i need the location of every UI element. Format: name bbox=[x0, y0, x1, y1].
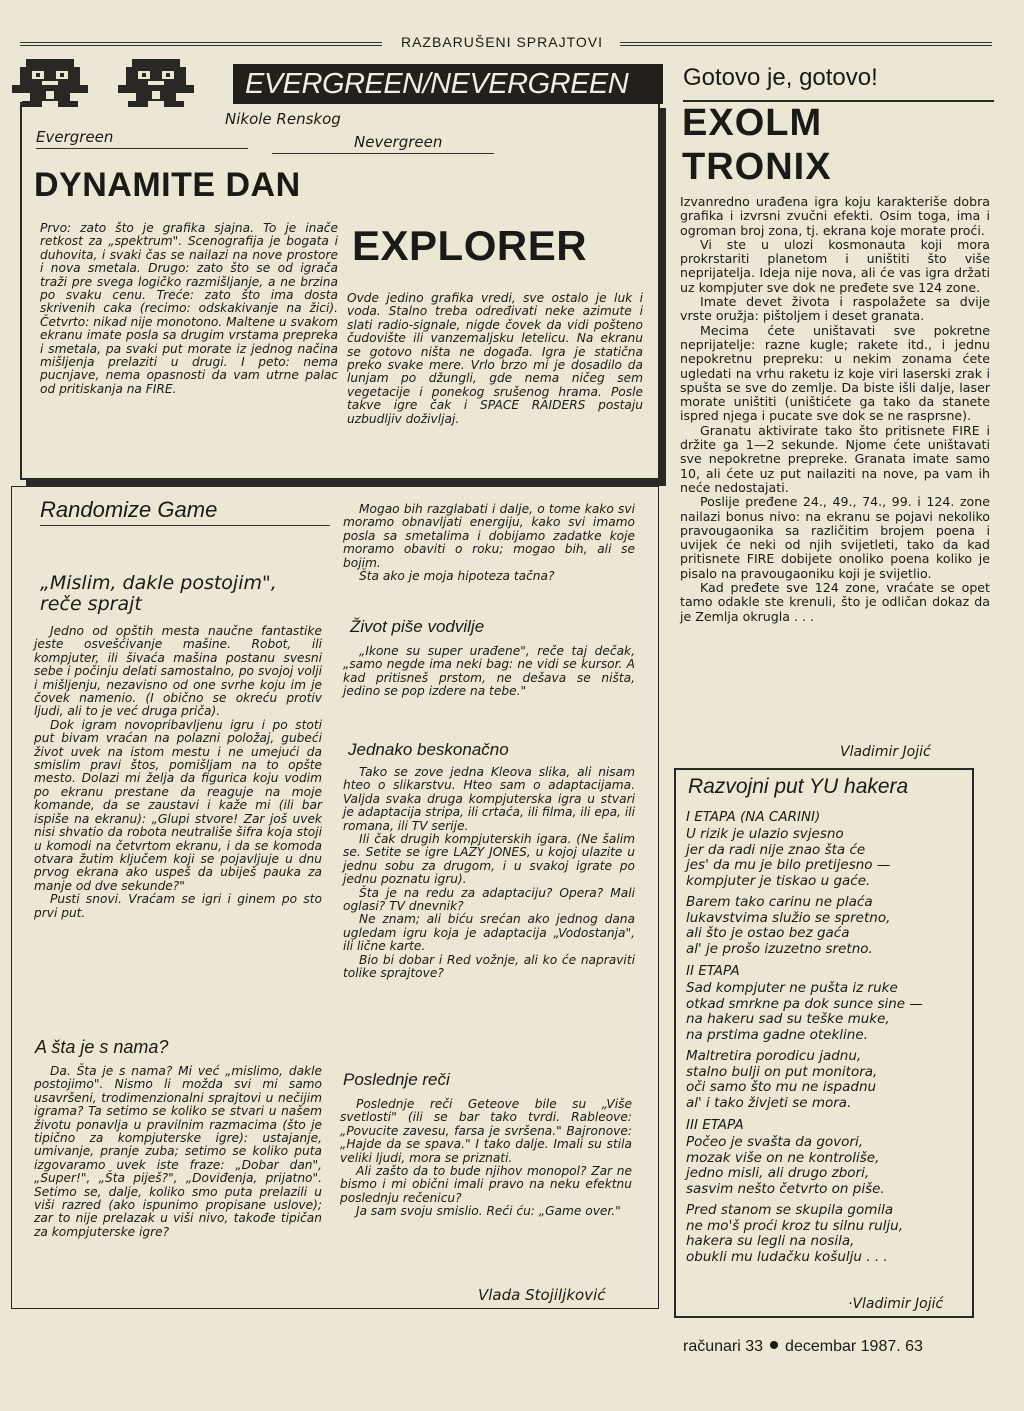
dynamite-dan-title: DYNAMITE DAN bbox=[34, 166, 301, 204]
paragraph: Tako se zove jedna Kleova slika, ali nisam hteo o slikarstvu. Hteo sam o adaptacijama. Valjda svaka druga kompjuterska igra u stvari je adaptacija stripa, ili crtaća, ili filma, ili epa, ili romana, ili TV serije. bbox=[343, 765, 635, 833]
explorer-text: Ovde jedino grafika vredi, sve ostalo je luk i voda. Stalno treba određivati neke azimute i slati radio-signale, nigde čovek da vidi pošteno čudovište ili vanzemaljsku letelicu. Na ekranu se gotovo ništa ne događa. Igra je statična preko svake mere. Vrlo brzo mi je dosadilo da lunjam po džungli, gde nema ničeg sem vegetacije i ponekog srušenog hrama. Posle takve igre čak i SPACE RAIDERS postaju uzbudljiv doživljaj. bbox=[347, 291, 643, 426]
paragraph: Izvanredno urađena igra koju karakteriše dobra grafika i izvrsni zvučni efekti. Osim toga, ima i ogroman broj zona, tj. ekrana koje morate proći. bbox=[680, 194, 990, 238]
subheading-asta: A šta je s nama? bbox=[35, 1037, 169, 1057]
paragraph: Ali zašto da to bude njihov monopol? Zar ne bismo i mi obični imali pravo na neku efektnu poslednju rečenicu? bbox=[340, 1164, 632, 1205]
randomize-text-part1 bbox=[34, 625, 322, 920]
exolm-article bbox=[680, 195, 990, 624]
randomize-text-part6 bbox=[340, 1098, 632, 1219]
exolm-subtitle: Gotovo je, gotovo! bbox=[683, 64, 878, 91]
razvojni-poem bbox=[686, 805, 968, 1265]
paragraph: Mogao bih razglabati i dalje, o tome kako svi moramo obnavljati energiju, kako svi imamo posla sa smetalima i dobijamo zadatke koje moramo obaviti o roku; mogao bih, ali se bojim. bbox=[343, 502, 635, 570]
randomize-headline: „Mislim, dakle postojim", reče sprajt bbox=[40, 572, 277, 615]
header-rule-right bbox=[620, 42, 992, 46]
paragraph: Ili čak drugih kompjuterskih igara. (Ne šalim se. Setite se igre LAZY JONES, u kojoj ulazite u jednu sobu za drugom, i u svakoj igrate po jednu poznatu igru). bbox=[343, 832, 635, 887]
header-rule-left bbox=[20, 42, 382, 46]
magazine-issue: računari 33 bbox=[683, 1338, 764, 1355]
page-footer bbox=[683, 1338, 923, 1356]
paragraph: Šta ako je moja hipoteza tačna? bbox=[359, 569, 555, 584]
exolm-title-line1: EXOLM bbox=[682, 102, 823, 144]
stage-label: III ETAPA bbox=[686, 1117, 744, 1133]
razvojni-title: Razvojni put YU hakera bbox=[688, 775, 909, 798]
paragraph: Šta je na redu za adaptaciju? Opera? Mali oglasi? TV dnevnik? bbox=[343, 885, 635, 914]
randomize-text-part5 bbox=[343, 766, 635, 981]
exolm-title-line2: TRONIX bbox=[682, 146, 832, 188]
paragraph: Granatu aktivirate tako što pritisnete FIRE i držite ga 1—2 sekunde. Njome ćete uništavati sve nepokretne prepreke. Granata imate samo 10, ali ćete uz put nailaziti na nove, pa vam ih neće nedostajati. bbox=[680, 422, 990, 495]
paragraph: Bio bi dobar i Red vožnje, ali ko će napraviti tolike sprajtove? bbox=[343, 952, 635, 981]
randomize-text-part4 bbox=[343, 645, 635, 699]
paragraph: Kad pređete sve 124 zone, vraćate se opet tamo odakle ste krenuli, što je odličan dokaz da je Zemlja okrugla . . . bbox=[680, 580, 990, 624]
paragraph: Vi ste u ulozi kosmonauta koji mora prokrstariti planetom i uništiti što više neprijatelja. Ideja nije nova, ali će vas igra držati uz kompjuter sve dok ne pređete sve 124 zone. bbox=[680, 236, 990, 295]
paragraph: Poslije pređene 24., 49., 74., 99. i 124. zone nailazi bonus nivo: na ekranu se pojavi nekoliko pravougaonika sa različitim brojem poena i uvijek će neki od njih svijetleti, tako da kad pritisnete FIRE dobijete onoliko poena koliko je pisalo na pravougaoniku koji je svijetlio. bbox=[680, 494, 990, 581]
razvojni-author: ·Vladimir Jojić bbox=[848, 1296, 944, 1312]
verse: Sad kompjuter ne pušta iz ruke otkad smrkne pa dok sunce sine — na hakeru sad su teške muke, na prstima gadne otekline. bbox=[686, 980, 923, 1043]
verse: Pred stanom se skupila gomila ne mo'š proći kroz tu silnu rulju, hakera su legli na nosila, obukli mu ludačku košulju . . . bbox=[686, 1202, 903, 1265]
randomize-label: Randomize Game bbox=[40, 497, 330, 526]
subheading-jednako: Jednako beskonačno bbox=[348, 740, 509, 759]
verse: Maltretira porodicu jadnu, stalno bulji on put monitora, oči samo što mu ne ispadnu al' i tako živjeti se mora. bbox=[686, 1048, 878, 1111]
evergreen-label: Evergreen bbox=[36, 128, 248, 149]
paragraph: Jedno od opštih mesta naučne fantastike jeste osvešćivanje mašine. Robot, ili kompjuter, ili šivaća mašina postanu svesni sebe i počinju delati samostalno, po svojoj volji i mišljenju, nezavisno od one svrhe koju im je čovek namenio. (I obično se okreću protiv ljudi, ali to je već druga priča). bbox=[34, 624, 322, 719]
dynamite-dan-text: Prvo: zato što je grafika sjajna. To je inače retkost za „spektrum". Scenografija je bogata i duhovita, i svaki čas se nailazi na nove prostore i nova smetala. Drugo: zato što se od igrača traži pre svega logičko razmišljanje, a ne brzina po svaku cenu. Treće: zato što ima dosta skrivenih caka (recimo: odskakivanje na žici). Četvrto: nikad nije monotono. Maltene u svakom ekranu imate posla sa drugim vrstama prepreka i smetala, pa svaki put morate iz jednog načina mišljenja prelaziti u drugi. I peto: nema pucnjave, nema opasnosti da vam utrne palac od pritiskanja na FIRE. bbox=[40, 221, 338, 396]
exolm-author: Vladimir Jojić bbox=[840, 744, 931, 760]
randomize-text-part2 bbox=[34, 1065, 322, 1239]
randomize-text-part3 bbox=[343, 503, 635, 583]
issue-date: decembar 1987. bbox=[785, 1338, 901, 1355]
paragraph: Pusti snovi. Vraćam se igri i ginem po sto prvi put. bbox=[34, 892, 322, 920]
stage-label: II ETAPA bbox=[686, 963, 740, 979]
subheading-zivot: Život piše vodvilje bbox=[350, 617, 485, 636]
nevergreen-label: Nevergreen bbox=[272, 133, 494, 154]
subheading-poslednje: Poslednje reči bbox=[343, 1070, 450, 1089]
verse: U rizik je ulazio svjesno jer da radi nije znao šta će jes' da mu je bilo pretijesno — kompjuter je tiskao u gaće. bbox=[686, 826, 891, 889]
bullet-icon bbox=[770, 1341, 778, 1349]
paragraph: Ja sam svoju smislio. Reći ću: „Game over." bbox=[356, 1204, 621, 1219]
paragraph: „Ikone su super urađene", reče taj dečak, „samo negde ima neki bag: ne vidi se kursor. A kad pritisneš prstom, ne dešava se ništa, jedino se pop izdere na tebe." bbox=[343, 644, 635, 699]
paragraph: Poslednje reči Geteove bile su „Više svetlosti" (ili se bar tako tvrdi. Rableove: „Povucite zavesu, farsa je svršena." Bajronove: „Hajde da se spava." I tako dalje. Imali su stila veliki ljudi, mora se priznati. bbox=[340, 1097, 632, 1165]
explorer-title: EXPLORER bbox=[352, 222, 588, 269]
evergreen-banner: EVERGREEN/NEVERGREEN bbox=[233, 64, 663, 104]
evergreen-author: Nikole Renskog bbox=[225, 110, 341, 128]
paragraph: Dok igram novopribavljenu igru i po stoti put bivam vraćan na polazni položaj, gubeći život uvek na istom mestu i ne umejući da smislim pravi štos, pomišljam na to opšte mesto. Dolazi mi želja da figurica koju vodim po ekranu prestane da reaguje na moje komande, da se zaustavi i kaže mi (ili bar ispiše na ekranu): „Glupi stvore! Zar još uvek nisi shvatio da robota neutrališe šifra koja stoji u komodi na četvrtom ekranu, i da se komoda otvara žutim ključem koji se pojavljuje u dnu prvog ekrana ako uspeš da ubiješ pauka za manje od dve sekunde?" bbox=[34, 717, 322, 893]
paragraph: Mecima ćete uništavati sve pokretne neprijatelje: razne kugle; rakete itd., i jednu nepokretnu prepreku: u nekim zonama ćete ugledati na vrhu raketu iz koje viri laserski zrak i spušta se sve do zemlje. Da biste išli dalje, laser morate uništiti (uništićete ga tako da stanete ispred njega i pucate sve dok se ne rasprsne). bbox=[680, 322, 990, 424]
stage-label: I ETAPA (NA CARINI) bbox=[686, 809, 821, 825]
verse: Barem tako carinu ne plaća lukavstvima služio se spretno, ali što je ostao bez gaća al' je prošo izuzetno sretno. bbox=[686, 894, 891, 957]
paragraph: Ne znam; ali biću srećan ako jednog dana ugledam igru koja je adaptacija „Vodostanja", ili lične karte. bbox=[343, 912, 635, 954]
paragraph: Da. Šta je s nama? Mi već „mislimo, dakle postojimo". Nismo li možda svi mi samo usavršeni, trodimenzionalni sprajtovi u nečijim igrama? Ta setimo se koliko se stvari u našem životu ponavlja u pravilnim razmacima (što je tipično za kompjuterske igre): ustajanje, umivanje, pranje zuba; setimo se koliko puta izgovaramo uvek iste fraze: „Dobar dan", „Super!", „Šta piješ?", „Doviđenja, prijatno". Setimo se, dalje, koliko smo puta prelazili u viši razred (ako ispunimo propisane uslove); zar to nije prelazak u viši nivo, takođe tipičan za kompjuterske igre? bbox=[34, 1064, 322, 1239]
paragraph: Imate devet života i raspolažete sa dvije vrste oružja: pištoljem i deset granata. bbox=[680, 294, 990, 324]
verse: Počeo je svašta da govori, mozak više on ne kontroliše, jedno misli, ali drugo zbori, sasvim nešto četvrto on piše. bbox=[686, 1134, 885, 1197]
page-number: 63 bbox=[905, 1338, 923, 1355]
randomize-author: Vlada Stojiljković bbox=[478, 1286, 606, 1304]
section-title: RAZBARUŠENI SPRAJTOVI bbox=[400, 34, 603, 50]
